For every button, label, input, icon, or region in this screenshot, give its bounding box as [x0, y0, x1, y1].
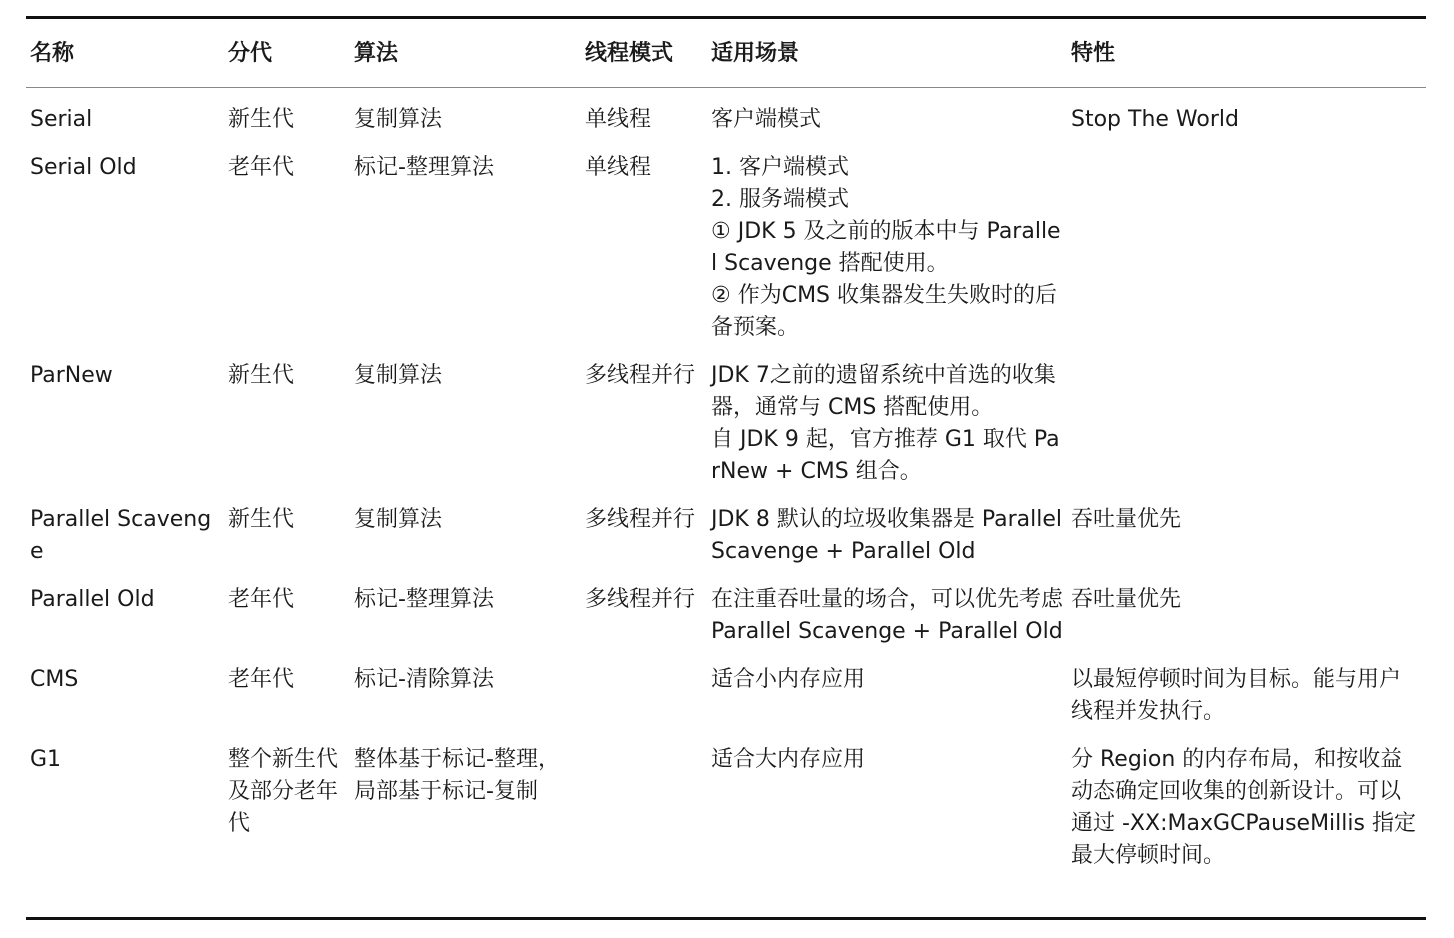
cell-algorithm: 复制算法 — [354, 507, 443, 532]
cell-scenario — [707, 664, 1067, 744]
cell-scenario — [707, 504, 1067, 584]
cell-thread-mode — [581, 744, 707, 888]
table-bottom-rule — [26, 917, 1426, 920]
scenario-line: 自 JDK 9 起，官方推荐 G1 取代 ParNew + CMS 组合。 — [711, 427, 1060, 484]
cell-feature — [1067, 152, 1426, 360]
cell-generation: 新生代 — [228, 507, 295, 532]
scenario-line: 适合大内存应用 — [711, 747, 866, 772]
cell-feature — [1067, 664, 1426, 744]
cell-thread-mode: 单线程 — [585, 155, 652, 180]
cell-thread-mode: 单线程 — [585, 107, 652, 132]
cell-name: Parallel Old — [30, 587, 155, 612]
table-row — [26, 584, 1426, 664]
cell-feature — [1067, 584, 1426, 664]
cell-algorithm: 标记-整理算法 — [354, 587, 494, 612]
feature-line: Stop The World — [1071, 107, 1239, 132]
scenario-line: ① JDK 5 及之前的版本中与 Parallel Scavenge 搭配使用。 — [711, 219, 1061, 276]
cell-feature — [1067, 360, 1426, 504]
gc-collectors-table-wrap — [26, 16, 1426, 888]
cell-name: CMS — [30, 667, 79, 692]
header-scenario: 适用场景 — [711, 41, 800, 66]
cell-generation: 新生代 — [228, 363, 295, 388]
cell-generation: 老年代 — [228, 155, 295, 180]
table-row — [26, 360, 1426, 504]
cell-name: Serial — [30, 107, 93, 132]
cell-thread-mode: 多线程并行 — [585, 363, 696, 388]
cell-algorithm: 标记-整理算法 — [354, 155, 494, 180]
cell-algorithm: 标记-清除算法 — [354, 667, 494, 692]
table-row — [26, 88, 1426, 152]
gc-collectors-table — [26, 19, 1426, 888]
header-feature: 特性 — [1071, 41, 1116, 66]
cell-scenario — [707, 744, 1067, 888]
feature-line: 以最短停顿时间为目标。能与用户线程并发执行。 — [1071, 667, 1402, 724]
cell-thread-mode: 多线程并行 — [585, 507, 696, 532]
header-generation: 分代 — [228, 41, 273, 66]
cell-name: G1 — [30, 747, 62, 772]
scenario-line: 2. 服务端模式 — [711, 187, 849, 212]
table-row — [26, 744, 1426, 888]
cell-generation: 整个新生代及部分老年代 — [228, 747, 339, 836]
cell-algorithm: 整体基于标记-整理，局部基于标记-复制 — [354, 747, 560, 804]
cell-thread-mode — [581, 664, 707, 744]
table-row — [26, 152, 1426, 360]
cell-generation: 老年代 — [228, 667, 295, 692]
header-row — [26, 19, 1426, 87]
scenario-line: 适合小内存应用 — [711, 667, 866, 692]
cell-feature — [1067, 88, 1426, 152]
cell-thread-mode: 多线程并行 — [585, 587, 696, 612]
feature-line: 吞吐量优先 — [1071, 507, 1182, 532]
scenario-line: 在注重吞吐量的场合，可以优先考虑 Parallel Scavenge + Parallel Old — [711, 587, 1064, 644]
feature-line: 吞吐量优先 — [1071, 587, 1182, 612]
cell-feature — [1067, 744, 1426, 888]
cell-algorithm: 复制算法 — [354, 363, 443, 388]
cell-scenario — [707, 360, 1067, 504]
table-row — [26, 504, 1426, 584]
feature-line: 分 Region 的内存布局，和按收益动态确定回收集的创新设计。可以通过 -XX:MaxGCPauseMillis 指定最大停顿时间。 — [1071, 747, 1416, 868]
cell-scenario — [707, 152, 1067, 360]
header-name: 名称 — [30, 41, 75, 66]
scenario-line: 客户端模式 — [711, 107, 822, 132]
cell-name: Serial Old — [30, 155, 137, 180]
header-algorithm: 算法 — [354, 41, 399, 66]
cell-scenario — [707, 88, 1067, 152]
table-row — [26, 664, 1426, 744]
cell-scenario — [707, 584, 1067, 664]
scenario-line: JDK 8 默认的垃圾收集器是 Parallel Scavenge + Parallel Old — [711, 507, 1062, 564]
cell-name: ParNew — [30, 363, 113, 388]
scenario-line: 1. 客户端模式 — [711, 155, 849, 180]
cell-name: Parallel Scavenge — [30, 507, 212, 564]
cell-feature — [1067, 504, 1426, 584]
scenario-line: ② 作为CMS 收集器发生失败时的后备预案。 — [711, 283, 1058, 340]
cell-generation: 新生代 — [228, 107, 295, 132]
cell-algorithm: 复制算法 — [354, 107, 443, 132]
header-thread-mode: 线程模式 — [585, 41, 674, 66]
cell-generation: 老年代 — [228, 587, 295, 612]
scenario-line: JDK 7之前的遗留系统中首选的收集器，通常与 CMS 搭配使用。 — [711, 363, 1056, 420]
